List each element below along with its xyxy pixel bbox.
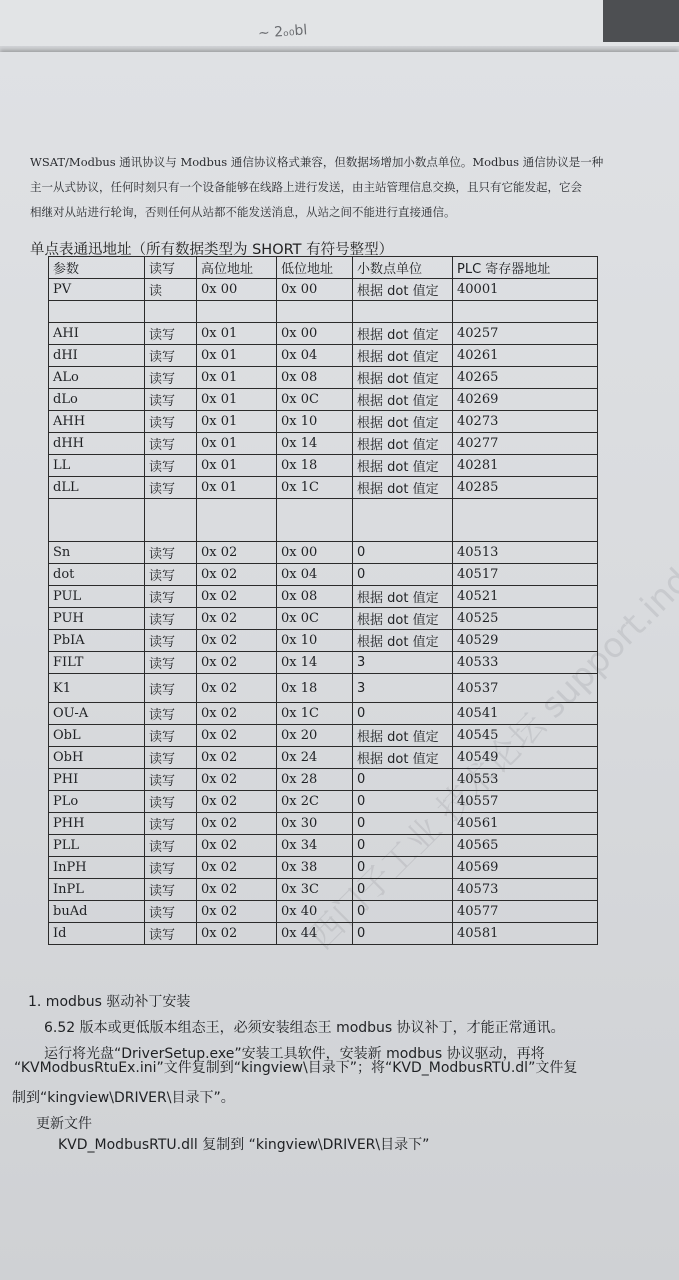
register-table	[48, 256, 598, 945]
handwritten-mark: ~ 2ₒ₀bl	[257, 22, 308, 42]
table-cell: 0	[353, 564, 453, 586]
table-cell: LL	[49, 455, 145, 477]
table-cell: 0x 00	[277, 279, 353, 301]
table-cell: 0	[353, 769, 453, 791]
table-cell: 0x 02	[197, 769, 277, 791]
table-cell: PUL	[49, 586, 145, 608]
section-line: 运行将光盘“DriverSetup.exe”安装工具软件，安装新 modbus 协议驱动，再将	[44, 1046, 545, 1062]
table-cell: 0x 44	[277, 923, 353, 945]
table-cell: ObH	[49, 747, 145, 769]
table-cell: 0x 28	[277, 769, 353, 791]
table-cell: 根据 dot 值定	[353, 389, 453, 411]
table-cell: 读	[145, 279, 197, 301]
table-cell: 0x 20	[277, 725, 353, 747]
table-cell: PUH	[49, 608, 145, 630]
table-cell: 40545	[453, 725, 598, 747]
table-cell: 40269	[453, 389, 598, 411]
column-header: PLC 寄存器地址	[453, 257, 598, 279]
table-cell: 0x 18	[277, 674, 353, 703]
table-cell: 3	[353, 674, 453, 703]
table-cell: FILT	[49, 652, 145, 674]
table-cell: 读写	[145, 769, 197, 791]
table-cell: 0x 0C	[277, 608, 353, 630]
table-row	[49, 674, 598, 703]
table-cell: 0	[353, 879, 453, 901]
table-cell: 读写	[145, 608, 197, 630]
background-shadow	[603, 0, 679, 42]
table-row	[49, 769, 598, 791]
table-cell: 40581	[453, 923, 598, 945]
table-row	[49, 279, 598, 301]
table-cell: 0x 34	[277, 835, 353, 857]
update-label: 更新文件	[36, 1116, 92, 1132]
table-cell: 0x 01	[197, 477, 277, 499]
table-cell: 40001	[453, 279, 598, 301]
table-row	[49, 630, 598, 652]
table-cell: 0x 38	[277, 857, 353, 879]
table-cell	[145, 301, 197, 323]
column-header: 小数点单位	[353, 257, 453, 279]
table-cell: PLL	[49, 835, 145, 857]
table-cell: ALo	[49, 367, 145, 389]
table-row	[49, 791, 598, 813]
table-row	[49, 835, 598, 857]
table-row	[49, 901, 598, 923]
table-cell: 读写	[145, 725, 197, 747]
table-cell: AHI	[49, 323, 145, 345]
table-cell: 40285	[453, 477, 598, 499]
table-row	[49, 813, 598, 835]
table-cell: 根据 dot 值定	[353, 323, 453, 345]
table-cell: 0	[353, 791, 453, 813]
table-cell: 40261	[453, 345, 598, 367]
table-cell: PLo	[49, 791, 145, 813]
background-page-edge	[0, 0, 679, 46]
table-cell: 读写	[145, 367, 197, 389]
table-cell: Sn	[49, 542, 145, 564]
table-cell: 根据 dot 值定	[353, 608, 453, 630]
table-cell: 读写	[145, 879, 197, 901]
table-cell: 0x 01	[197, 411, 277, 433]
table-cell	[353, 301, 453, 323]
table-cell: ObL	[49, 725, 145, 747]
table-cell: 0x 08	[277, 586, 353, 608]
table-cell: 0x 02	[197, 586, 277, 608]
table-cell: 0x 02	[197, 725, 277, 747]
table-cell: InPL	[49, 879, 145, 901]
table-cell: 读写	[145, 455, 197, 477]
table-cell: 0	[353, 923, 453, 945]
table-cell: 0x 02	[197, 674, 277, 703]
table-cell: 0x 02	[197, 652, 277, 674]
table-cell: 0	[353, 542, 453, 564]
table-row	[49, 608, 598, 630]
table-cell: 读写	[145, 703, 197, 725]
section-line: 制到“kingview\DRIVER\目录下”。	[12, 1090, 235, 1106]
table-cell: 0x 18	[277, 455, 353, 477]
table-cell: PbIA	[49, 630, 145, 652]
table-cell: 读写	[145, 630, 197, 652]
table-cell: 0x 02	[197, 923, 277, 945]
table-cell: 0x 02	[197, 901, 277, 923]
table-cell: 根据 dot 值定	[353, 367, 453, 389]
table-cell: 0x 40	[277, 901, 353, 923]
table-cell	[453, 499, 598, 542]
table-cell	[277, 499, 353, 542]
table-cell: 0x 1C	[277, 703, 353, 725]
table-cell: 0x 02	[197, 813, 277, 835]
table-cell: 0x 02	[197, 791, 277, 813]
table-cell: 0x 3C	[277, 879, 353, 901]
table-cell: 0x 01	[197, 345, 277, 367]
table-cell: 读写	[145, 652, 197, 674]
table-cell: 读写	[145, 323, 197, 345]
table-cell: 40565	[453, 835, 598, 857]
column-header: 参数	[49, 257, 145, 279]
table-cell: Id	[49, 923, 145, 945]
table-cell: 0	[353, 901, 453, 923]
table-row	[49, 367, 598, 389]
column-header: 读写	[145, 257, 197, 279]
table-row	[49, 747, 598, 769]
table-cell: 0x 01	[197, 389, 277, 411]
table-cell: 0x 02	[197, 630, 277, 652]
table-cell: 读写	[145, 813, 197, 835]
table-cell: 0x 08	[277, 367, 353, 389]
table-row	[49, 499, 598, 542]
table-cell: 0x 1C	[277, 477, 353, 499]
table-row	[49, 703, 598, 725]
table-cell	[197, 301, 277, 323]
table-cell: 根据 dot 值定	[353, 477, 453, 499]
table-cell: 读写	[145, 477, 197, 499]
table-row	[49, 323, 598, 345]
table-cell: 3	[353, 652, 453, 674]
table-cell: 0x 02	[197, 879, 277, 901]
table-row	[49, 477, 598, 499]
table-cell: 根据 dot 值定	[353, 747, 453, 769]
table-cell: PHH	[49, 813, 145, 835]
table-cell: 读写	[145, 791, 197, 813]
table-cell: 0	[353, 703, 453, 725]
table-cell: 根据 dot 值定	[353, 279, 453, 301]
table-cell: 根据 dot 值定	[353, 725, 453, 747]
table-cell: 0x 02	[197, 542, 277, 564]
table-row	[49, 389, 598, 411]
update-line: KVD_ModbusRTU.dll 复制到 “kingview\DRIVER\目录下”	[58, 1137, 430, 1153]
table-cell: 0	[353, 857, 453, 879]
table-cell: PHI	[49, 769, 145, 791]
table-cell: 根据 dot 值定	[353, 586, 453, 608]
table-cell: 0x 14	[277, 433, 353, 455]
table-cell: 读写	[145, 901, 197, 923]
table-cell: 0x 00	[197, 279, 277, 301]
table-cell: 读写	[145, 747, 197, 769]
table-row	[49, 857, 598, 879]
table-cell: 40557	[453, 791, 598, 813]
table-cell: 0x 02	[197, 747, 277, 769]
section-heading: 1. modbus 驱动补丁安装	[28, 994, 191, 1010]
column-header: 低位地址	[277, 257, 353, 279]
column-header: 高位地址	[197, 257, 277, 279]
table-row	[49, 923, 598, 945]
table-cell: 40549	[453, 747, 598, 769]
table-cell: 40513	[453, 542, 598, 564]
table-row	[49, 564, 598, 586]
table-cell: 40561	[453, 813, 598, 835]
table-cell: 0x 01	[197, 367, 277, 389]
table-cell: 读写	[145, 923, 197, 945]
table-row	[49, 345, 598, 367]
table-cell: 读写	[145, 674, 197, 703]
table-cell: 读写	[145, 411, 197, 433]
intro-line: 相继对从站进行轮询，否则任何从站都不能发送消息，从站之间不能进行直接通信。	[30, 205, 456, 219]
table-cell: 0x 10	[277, 630, 353, 652]
table-cell: K1	[49, 674, 145, 703]
table-cell	[453, 301, 598, 323]
table-cell: 读写	[145, 345, 197, 367]
table-cell: dot	[49, 564, 145, 586]
table-header-row	[49, 257, 598, 279]
table-cell: 40541	[453, 703, 598, 725]
table-cell: 读写	[145, 564, 197, 586]
table-row	[49, 301, 598, 323]
table-cell: 0x 0C	[277, 389, 353, 411]
table-cell: dHI	[49, 345, 145, 367]
table-cell: 读写	[145, 433, 197, 455]
table-cell: 40257	[453, 323, 598, 345]
table-cell: 0x 02	[197, 857, 277, 879]
table-cell: dLL	[49, 477, 145, 499]
table-cell: 0x 04	[277, 564, 353, 586]
table-cell: 0x 14	[277, 652, 353, 674]
section-line: “KVModbusRtuEx.ini”文件复制到“kingview\目录下”；将“KVD_ModbusRTU.dl”文件复	[14, 1060, 578, 1076]
section-line: 6.52 版本或更低版本组态王，必须安装组态王 modbus 协议补丁，才能正常通讯。	[44, 1020, 565, 1036]
table-cell: InPH	[49, 857, 145, 879]
table-cell: 40569	[453, 857, 598, 879]
table-cell: dLo	[49, 389, 145, 411]
table-cell: 0x 2C	[277, 791, 353, 813]
table-cell: 根据 dot 值定	[353, 455, 453, 477]
table-cell: 40577	[453, 901, 598, 923]
table-cell: 40517	[453, 564, 598, 586]
table-cell: buAd	[49, 901, 145, 923]
table-row	[49, 411, 598, 433]
table-cell: 根据 dot 值定	[353, 411, 453, 433]
table-cell: 0x 30	[277, 813, 353, 835]
table-cell	[277, 301, 353, 323]
table-cell: 0x 01	[197, 323, 277, 345]
table-cell	[49, 499, 145, 542]
table-cell: 0	[353, 835, 453, 857]
table-cell	[49, 301, 145, 323]
table-row	[49, 455, 598, 477]
table-cell	[353, 499, 453, 542]
table-cell: 0x 02	[197, 608, 277, 630]
table-cell: 0x 02	[197, 703, 277, 725]
table-cell: OU-A	[49, 703, 145, 725]
table-cell: 0x 00	[277, 323, 353, 345]
table-cell: 读写	[145, 835, 197, 857]
table-cell: 40529	[453, 630, 598, 652]
intro-line: 主一从式协议，任何时刻只有一个设备能够在线路上进行发送，由主站管理信息交换，且只有它能发起，它会	[30, 180, 582, 194]
table-cell: 0x 10	[277, 411, 353, 433]
table-cell: 40525	[453, 608, 598, 630]
table-cell: 0x 01	[197, 433, 277, 455]
table-row	[49, 652, 598, 674]
table-cell: 40521	[453, 586, 598, 608]
table-cell: 读写	[145, 389, 197, 411]
table-cell: 40277	[453, 433, 598, 455]
table-cell: 0x 04	[277, 345, 353, 367]
table-row	[49, 586, 598, 608]
table-cell: 40273	[453, 411, 598, 433]
table-cell: 40573	[453, 879, 598, 901]
table-cell: 0x 24	[277, 747, 353, 769]
table-cell	[145, 499, 197, 542]
table-cell: PV	[49, 279, 145, 301]
table-cell: 0x 01	[197, 455, 277, 477]
table-cell: 根据 dot 值定	[353, 630, 453, 652]
table-body	[49, 279, 598, 945]
table-cell: 读写	[145, 857, 197, 879]
table-cell: 根据 dot 值定	[353, 345, 453, 367]
table-row	[49, 725, 598, 747]
table-cell: 40281	[453, 455, 598, 477]
table-row	[49, 879, 598, 901]
intro-paragraph	[30, 150, 640, 225]
table-cell: AHH	[49, 411, 145, 433]
intro-line: WSAT/Modbus 通讯协议与 Modbus 通信协议格式兼容，但数据场增加小数点单位。Modbus 通信协议是一种	[30, 155, 604, 169]
table-cell: dHH	[49, 433, 145, 455]
table-cell: 0x 02	[197, 564, 277, 586]
table-cell: 40537	[453, 674, 598, 703]
table-cell: 读写	[145, 542, 197, 564]
table-cell: 40533	[453, 652, 598, 674]
table-cell: 0x 02	[197, 835, 277, 857]
table-cell	[197, 499, 277, 542]
table-cell: 0x 00	[277, 542, 353, 564]
table-cell: 40553	[453, 769, 598, 791]
table-cell: 0	[353, 813, 453, 835]
table-cell: 40265	[453, 367, 598, 389]
table-cell: 读写	[145, 586, 197, 608]
table-cell: 根据 dot 值定	[353, 433, 453, 455]
table-row	[49, 433, 598, 455]
table-title: 单点表通迅地址（所有数据类型为 SHORT 有符号整型）	[30, 242, 394, 258]
table-row	[49, 542, 598, 564]
